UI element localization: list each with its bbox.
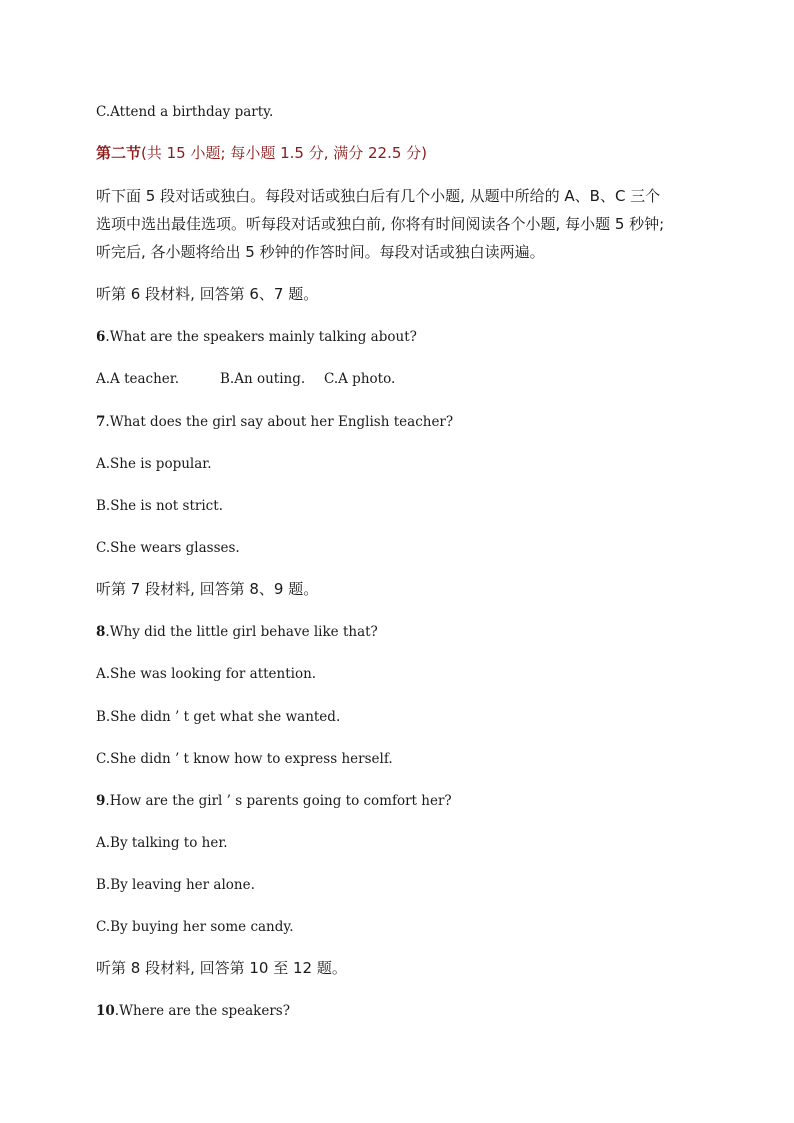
option-a: A.By talking to her. <box>96 835 228 851</box>
question-text: .What does the girl say about her English teacher? <box>105 414 454 430</box>
option-a: A.She was looking for attention. <box>96 666 317 682</box>
question-9 <box>96 792 452 810</box>
question-number: 8 <box>96 624 106 640</box>
option-a: A.A teacher. <box>96 371 180 387</box>
option-a: A.She is popular. <box>96 456 212 472</box>
option-b: B.By leaving her alone. <box>96 877 255 893</box>
question-10 <box>96 1002 290 1020</box>
material-heading: 听第 8 段材料, 回答第 10 至 12 题。 <box>96 959 347 977</box>
option-c: C.She didn ’ t know how to express herself. <box>96 751 393 767</box>
instructions-paragraph <box>96 182 696 266</box>
option-c: C.A photo. <box>324 371 396 387</box>
question-number: 10 <box>96 1003 115 1019</box>
question-6 <box>96 328 417 346</box>
section-heading-detail: (共 15 小题; 每小题 1.5 分, 满分 22.5 分) <box>141 144 428 162</box>
question-number: 7 <box>96 414 106 430</box>
option-b: B.She is not strict. <box>96 498 223 514</box>
question-text: .Where are the speakers? <box>114 1003 290 1019</box>
option-b: B.An outing. <box>220 371 306 387</box>
material-heading: 听第 6 段材料, 回答第 6、7 题。 <box>96 285 319 303</box>
question-8 <box>96 623 378 641</box>
option-c: C.She wears glasses. <box>96 540 240 556</box>
question-number: 9 <box>96 793 106 809</box>
question-number: 6 <box>96 329 106 345</box>
instructions-line: 听下面 5 段对话或独白。每段对话或独白后有几个小题, 从题中所给的 A、B、C 三个 <box>96 187 661 205</box>
option-line: C.Attend a birthday party. <box>96 104 274 120</box>
question-6-options <box>96 370 395 388</box>
question-text: .What are the speakers mainly talking about? <box>105 329 417 345</box>
section-heading <box>96 144 427 162</box>
question-7 <box>96 413 453 431</box>
material-heading: 听第 7 段材料, 回答第 8、9 题。 <box>96 580 319 598</box>
question-text: .How are the girl ’ s parents going to comfort her? <box>105 793 452 809</box>
question-text: .Why did the little girl behave like that? <box>105 624 378 640</box>
option-b: B.She didn ’ t get what she wanted. <box>96 709 341 725</box>
instructions-line: 听完后, 各小题将给出 5 秒钟的作答时间。每段对话或独白读两遍。 <box>96 243 545 261</box>
section-heading-title: 第二节 <box>96 144 142 162</box>
option-c: C.By buying her some candy. <box>96 919 294 935</box>
instructions-line: 选项中选出最佳选项。听每段对话或独白前, 你将有时间阅读各个小题, 每小题 5 秒钟; <box>96 215 665 233</box>
